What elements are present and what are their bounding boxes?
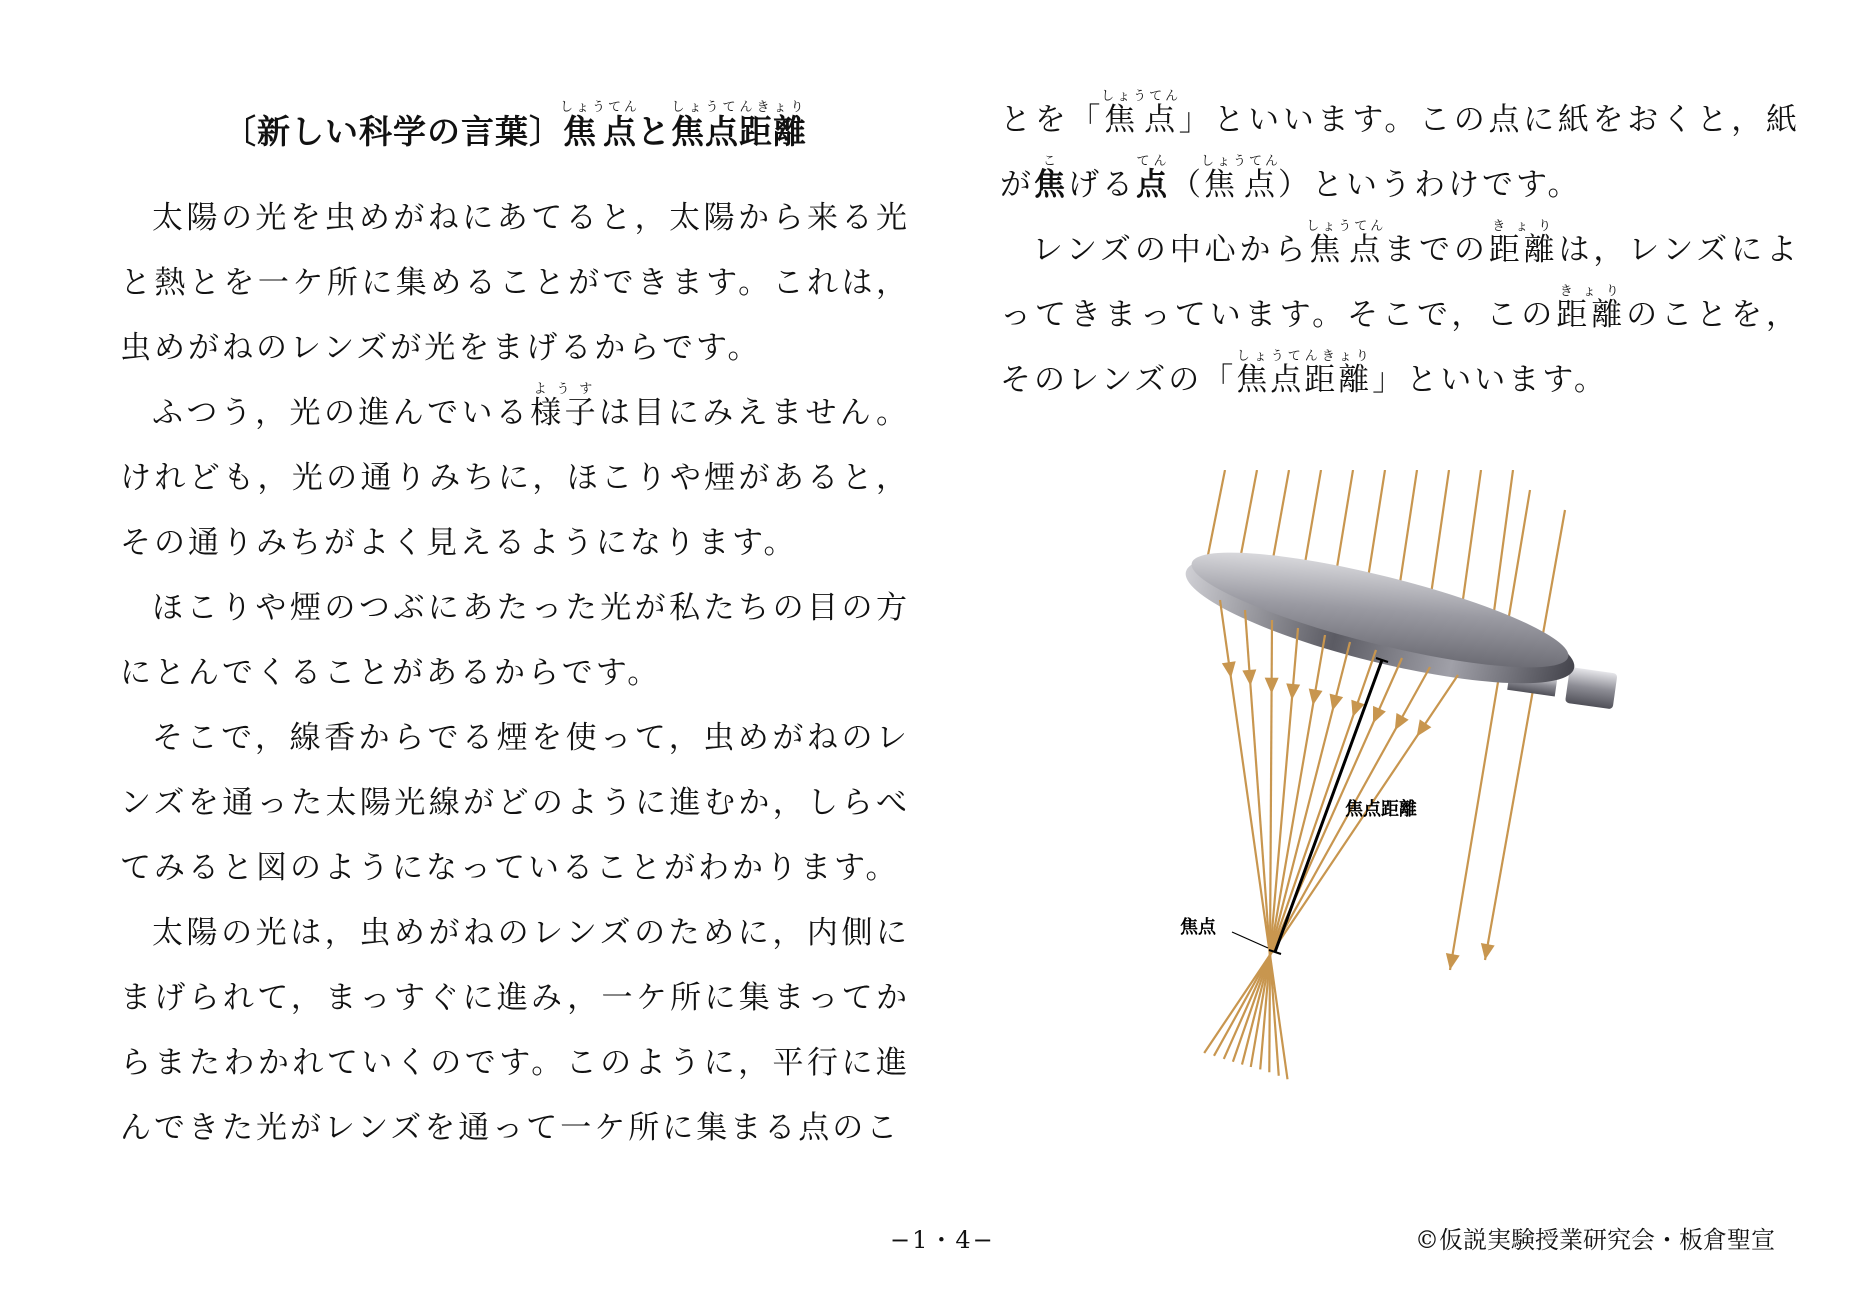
incoming-rays <box>1203 470 1565 971</box>
paragraph-4: そこで，線香からでる煙を使って，虫めがねのレンズを通った太陽光線がどのように進むか，しらべてみると図のようになっていることがわかります。 <box>120 720 910 886</box>
page-title <box>120 100 910 164</box>
paragraph-5: 太陽の光は，虫めがねのレンズのために，内側にまげられて，まっすぐに進み，一ケ所に集まってからまたわかれていくのです。このように，平行に進んできた光がレンズを通って一ケ所に集まる点のこ <box>120 915 910 1146</box>
right-column <box>1000 88 1800 413</box>
paragraph-7: レンズの中心から焦点しょうてんまでの距離きょりは，レンズによってきまっています。そこで，この距離きょりのことを，そのレンズの「焦点距離しょうてんきょり」といいます。 <box>1000 219 1801 398</box>
copyright: ©仮説実験授業研究会・板倉聖宣 <box>1415 1226 1775 1254</box>
focus-leader-line <box>1232 932 1268 948</box>
ray-arrow <box>1389 713 1409 734</box>
paragraph-1: 太陽の光を虫めがねにあてると，太陽から来る光と熱とを一ケ所に集めることができます。これは，虫めがねのレンズが光をまげるからです。 <box>120 200 910 366</box>
focal-length-label: 焦点距離 <box>1345 799 1417 820</box>
ray-arrow <box>1285 683 1300 700</box>
lens-handle-grip <box>1565 667 1618 709</box>
ray-arrow <box>1443 953 1460 971</box>
ruby-text: しょうてん <box>559 100 640 115</box>
focus-label: 焦点 <box>1180 917 1216 938</box>
page-number: −1・4− <box>890 1226 995 1254</box>
ray-arrow <box>1265 678 1279 694</box>
unrefracted-ray <box>1485 510 1565 960</box>
unrefracted-ray <box>1450 490 1530 970</box>
title-word-focal-length: 焦点距離しょうてんきょり <box>671 100 807 151</box>
paragraph-3: ほこりや煙のつぶにあたった光が私たちの目の方にとんでくることがあるからです。 <box>120 590 910 691</box>
ray-arrow <box>1367 706 1386 726</box>
lens-diagram-svg <box>1180 470 1620 1090</box>
left-column <box>120 100 910 1161</box>
title-connector: と <box>637 112 671 151</box>
ray-arrow <box>1326 694 1344 713</box>
ray-arrow <box>1242 669 1257 686</box>
title-bracket: 〔新しい科学の言葉〕 <box>222 112 563 151</box>
ruby-text: しょうてんきょり <box>671 100 807 115</box>
ray-arrow <box>1478 943 1495 961</box>
ray-arrow <box>1411 719 1432 740</box>
paragraph-6: とを「焦点しょうてん」といいます。この点に紙をおくと，紙が焦こげる点てん（焦点しょうてん）というわけです。 <box>1000 89 1801 203</box>
title-word-focus: 焦点しょうてん <box>559 100 640 151</box>
refracted-rays <box>1204 600 1458 1079</box>
lens-diagram <box>1180 470 1620 1090</box>
paragraph-2: ふつう，光の進んでいる様子ようすは目にみえません。けれども，光の通りみちに，ほこりや煙があると，その通りみちがよく見えるようになります。 <box>120 382 911 561</box>
